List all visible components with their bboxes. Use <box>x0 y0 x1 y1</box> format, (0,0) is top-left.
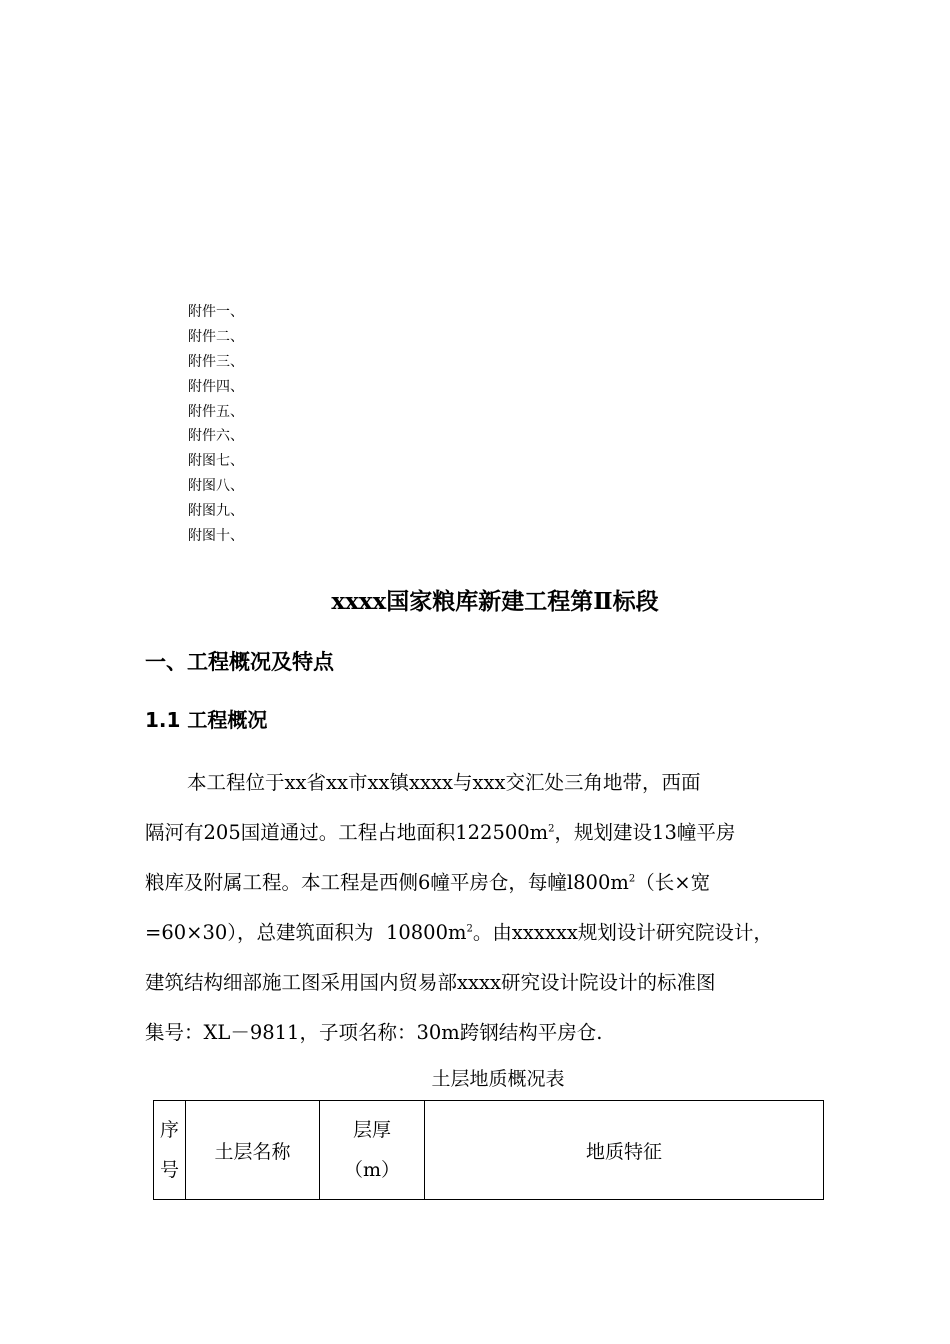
attachment-item: 附图八、 <box>188 478 244 495</box>
project-overview-paragraph <box>145 758 815 1058</box>
table-caption: 土层地质概况表 <box>431 1068 565 1090</box>
attachment-item: 附件六、 <box>188 428 244 445</box>
superscript: 2 <box>548 823 555 835</box>
header-text: 层厚 <box>352 1119 391 1141</box>
paragraph-line <box>145 908 815 958</box>
header-text: （m） <box>343 1159 401 1181</box>
header-seq <box>154 1101 186 1200</box>
text-run: 。由xxxxxx规划设计研究院设计， <box>472 921 773 944</box>
paragraph-line <box>145 808 815 858</box>
table-header-row <box>154 1101 824 1200</box>
text-run: 粮库及附属工程。本工程是西侧6幢平房仓，每幢l800m <box>145 871 629 894</box>
paragraph-line: 集号：XL－9811，子项名称：30m跨钢结构平房仓. <box>145 1021 603 1044</box>
superscript: 2 <box>628 873 636 885</box>
header-text: 号 <box>159 1159 179 1181</box>
attachment-item: 附图十、 <box>188 528 244 545</box>
header-text: 序 <box>159 1119 179 1141</box>
attachment-item: 附件一、 <box>188 304 244 320</box>
paragraph-line <box>145 858 815 908</box>
text-run: ，规划建设13幢平房 <box>554 821 736 844</box>
section-heading: 一、工程概况及特点 <box>145 650 334 674</box>
document-title: xxxx国家粮库新建工程第Ⅱ标段 <box>331 588 659 615</box>
attachment-item: 附件三、 <box>188 353 244 370</box>
header-thickness <box>320 1101 425 1200</box>
header-layer-name: 土层名称 <box>186 1101 320 1200</box>
paragraph-line: 本工程位于xx省xx市xx镇xxxx与xxx交汇处三角地带，西面 <box>187 771 701 794</box>
attachment-item: 附件二、 <box>188 328 244 345</box>
attachment-item: 附件四、 <box>188 378 244 395</box>
text-run: =60×30），总建筑面积为 10800m <box>145 921 467 944</box>
subsection-heading: 1.1 工程概况 <box>145 708 268 732</box>
text-run: 隔河有205国道通过。工程占地面积122500m <box>145 821 549 844</box>
paragraph-line: 建筑结构细部施工图采用国内贸易部xxxx研究设计院设计的标准图 <box>145 971 716 994</box>
attachment-item: 附件五、 <box>188 403 244 420</box>
attachment-item: 附图九、 <box>188 503 244 520</box>
text-run: （长×宽 <box>635 871 711 894</box>
superscript: 2 <box>466 923 473 935</box>
header-geology-feature: 地质特征 <box>425 1101 824 1200</box>
soil-layer-table <box>153 1100 824 1200</box>
attachment-item: 附图七、 <box>188 453 244 470</box>
attachment-list <box>188 300 244 549</box>
